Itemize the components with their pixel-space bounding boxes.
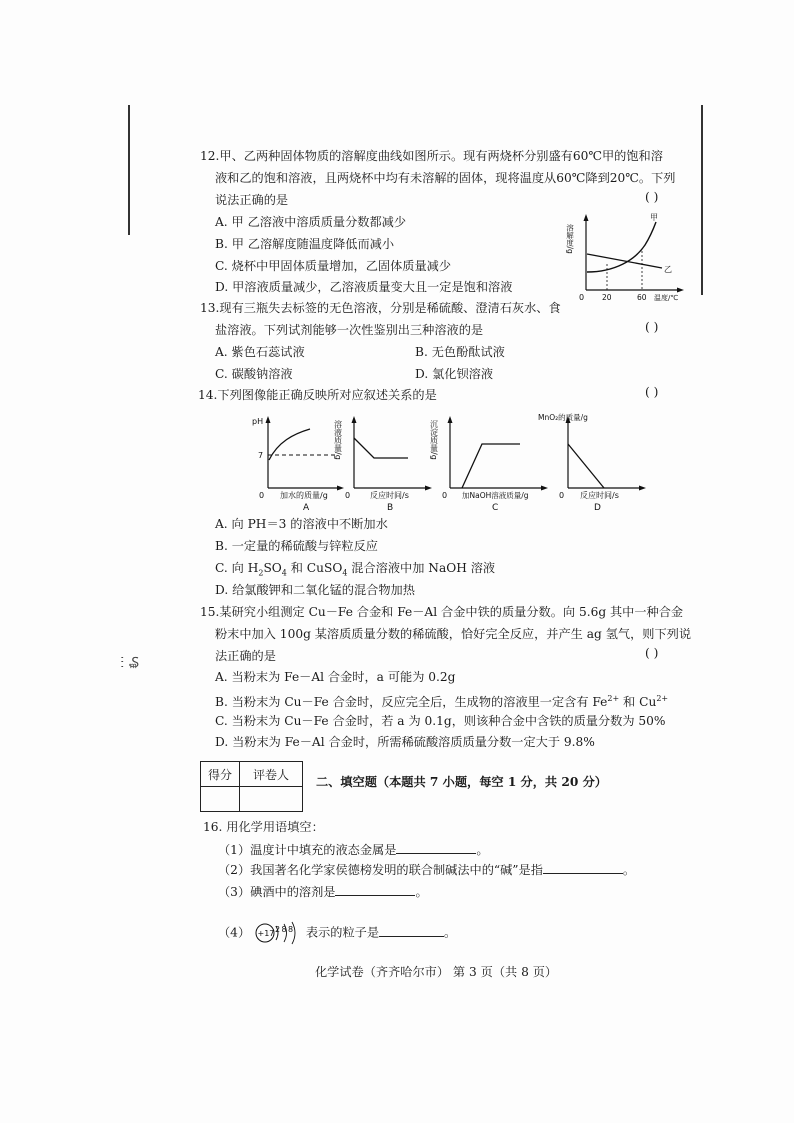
q15-option-c: C. 当粉末为 Cu－Fe 合金时，若 a 为 0.1g，则该种合金中含铁的质量分数为 50%: [215, 714, 666, 728]
q14b-letter: B: [387, 503, 394, 513]
q14a-ylabel: pH: [252, 417, 264, 426]
q14c-origin: 0: [442, 491, 448, 500]
q12-line3: 说法正确的是: [215, 193, 289, 207]
q12-answer-paren: ( ): [645, 190, 659, 204]
q12-solubility-graph: [565, 210, 690, 305]
q14-option-d: D. 给氯酸钾和二氧化锰的混合物加热: [215, 583, 415, 597]
q14-option-c: C. 向 $H_2SO_4$ 和 CuSO$_4$ 混合溶液中加 NaOH 溶液: [215, 561, 496, 578]
q16-sub3: （3）碘酒中的溶剂是 。: [218, 885, 428, 899]
q16-sub2: （2）我国著名化学家侯德榜发明的联合制碱法中的“碱”是指 。: [218, 863, 636, 877]
q14-graph-b: [333, 410, 436, 515]
q14-option-b: B. 一定量的稀硫酸与锌粒反应: [215, 539, 378, 553]
q12-line1: 12.甲、乙两种固体物质的溶解度曲线如图所示。现有两烧杯分别盛有60℃甲的饱和溶: [200, 149, 663, 163]
chlorine-atom-structure-icon: [254, 921, 302, 945]
q13-option-b: B. 无色酚酞试液: [415, 345, 505, 359]
svg-text:288: 288: [275, 925, 295, 934]
page-footer: 化学试卷（齐齐哈尔市） 第 3 页（共 8 页）: [315, 965, 558, 979]
q12-graph-xlabel: 温度/℃: [654, 294, 679, 302]
q15-option-d: D. 当粉末为 Fe－Al 合金时，所需稀硫酸溶质质量分数一定大于 9.8%: [215, 735, 595, 749]
q14a-origin: 0: [259, 491, 265, 500]
q15-line2: 粉末中加入 100g 某溶质质量分数的稀硫酸，恰好完全反应，并产生 ag 氢气，则下列说: [215, 627, 692, 641]
q16-sub1: （1）温度计中填充的液态金属是 。: [218, 843, 489, 857]
score-label: 得分: [201, 762, 240, 787]
q16-title: 16. 用化学用语填空：: [203, 820, 324, 834]
q12-graph-tick-20: 20: [602, 293, 612, 302]
q12-option-a: A. 甲 乙溶液中溶质质量分数都减少: [215, 215, 407, 229]
q14-option-a: A. 向 PH＝3 的溶液中不断加水: [215, 517, 388, 531]
q14b-ylabel: 溶液质量/g: [333, 420, 343, 460]
q14a-letter: A: [303, 503, 310, 513]
q16-sub4: （4） +17 288 表示的粒子是 。: [218, 921, 456, 945]
q13-line1: 13.现有三瓶失去标签的无色溶液，分别是稀硫酸、澄清石灰水、食: [200, 301, 561, 315]
q15-line1: 15.某研究小组测定 Cu－Fe 合金和 Fe－Al 合金中铁的质量分数。向 5.6g 其中一种合金: [200, 605, 684, 619]
q14-graph-c: [429, 410, 557, 515]
q14b-xlabel: 反应时间/s: [370, 491, 409, 500]
grader-label: 评卷人: [240, 762, 303, 787]
q15-line3: 法正确的是: [215, 649, 276, 663]
q14-answer-paren: ( ): [645, 385, 659, 399]
q14c-xlabel: 加NaOH溶液质量/g: [462, 491, 529, 500]
q15-option-a: A. 当粉末为 Fe－Al 合金时，a 可能为 0.2g: [215, 670, 456, 684]
section2-heading: 二、填空题（本题共 7 小题，每空 1 分，共 20 分）: [316, 775, 607, 789]
q12-option-c: C. 烧杯中甲固体质量增加，乙固体质量减少: [215, 259, 452, 273]
q12-graph-yi-label: 乙: [664, 265, 672, 274]
q14-graph-d: [538, 410, 650, 515]
q15-answer-paren: ( ): [645, 646, 659, 660]
q14c-ylabel: 沉淀质量/g: [429, 420, 439, 460]
q12-graph-origin: 0: [579, 293, 585, 302]
q12-option-b: B. 甲 乙溶解度随温度降低而减小: [215, 237, 395, 251]
q16-blank-4[interactable]: [379, 924, 444, 937]
q13-option-c: C. 碳酸钠溶液: [215, 367, 293, 381]
q14a-tick-7: 7: [258, 451, 264, 460]
q12-graph-jia-label: 甲: [650, 213, 658, 222]
q13-option-d: D. 氯化钡溶液: [415, 367, 494, 381]
q13-line2: 盐溶液。下列试剂能够一次性鉴别出三种溶液的是: [215, 323, 484, 337]
q13-option-a: A. 紫色石蕊试液: [215, 345, 305, 359]
score-cell[interactable]: [201, 787, 240, 812]
q14d-origin: 0: [559, 491, 565, 500]
q15-option-b: B. 当粉末为 Cu－Fe 合金时，反应完全后，生成物的溶液里一定含有 $Fe^{2+}$ 和 $Cu^{2+}$: [215, 694, 669, 710]
q14a-xlabel: 加水的质量/g: [280, 491, 328, 500]
q12-graph-tick-60: 60: [637, 293, 647, 302]
q12-option-d: D. 甲溶液质量减少，乙溶液质量变大且一定是饱和溶液: [215, 280, 513, 294]
q16-blank-3[interactable]: [335, 883, 415, 896]
q14d-xlabel: 反应时间/s: [580, 491, 619, 500]
q16-blank-1[interactable]: [396, 841, 476, 854]
q16-blank-2[interactable]: [543, 861, 623, 874]
score-box: [200, 761, 303, 812]
q12-graph-ylabel: 溶解度/g: [565, 224, 575, 254]
q14-line1: 14.下列图像能正确反映所对应叙述关系的是: [198, 388, 437, 402]
q12-line2: 液和乙的饱和溶液，且两烧杯中均有未溶解的固体，现将温度从60℃降到20℃。下列: [215, 171, 676, 185]
scan-right-edge: [701, 105, 703, 295]
q14c-letter: C: [492, 503, 499, 513]
scan-smudge: ⵗ ₷: [120, 655, 140, 671]
grader-cell[interactable]: [240, 787, 303, 812]
q14d-letter: D: [594, 503, 601, 513]
svg-text:+17: +17: [257, 929, 275, 938]
scan-left-edge: [128, 105, 130, 235]
q14b-origin: 0: [345, 491, 351, 500]
q13-answer-paren: ( ): [645, 320, 659, 334]
q14d-ylabel: MnO₂的质量/g: [538, 413, 588, 422]
